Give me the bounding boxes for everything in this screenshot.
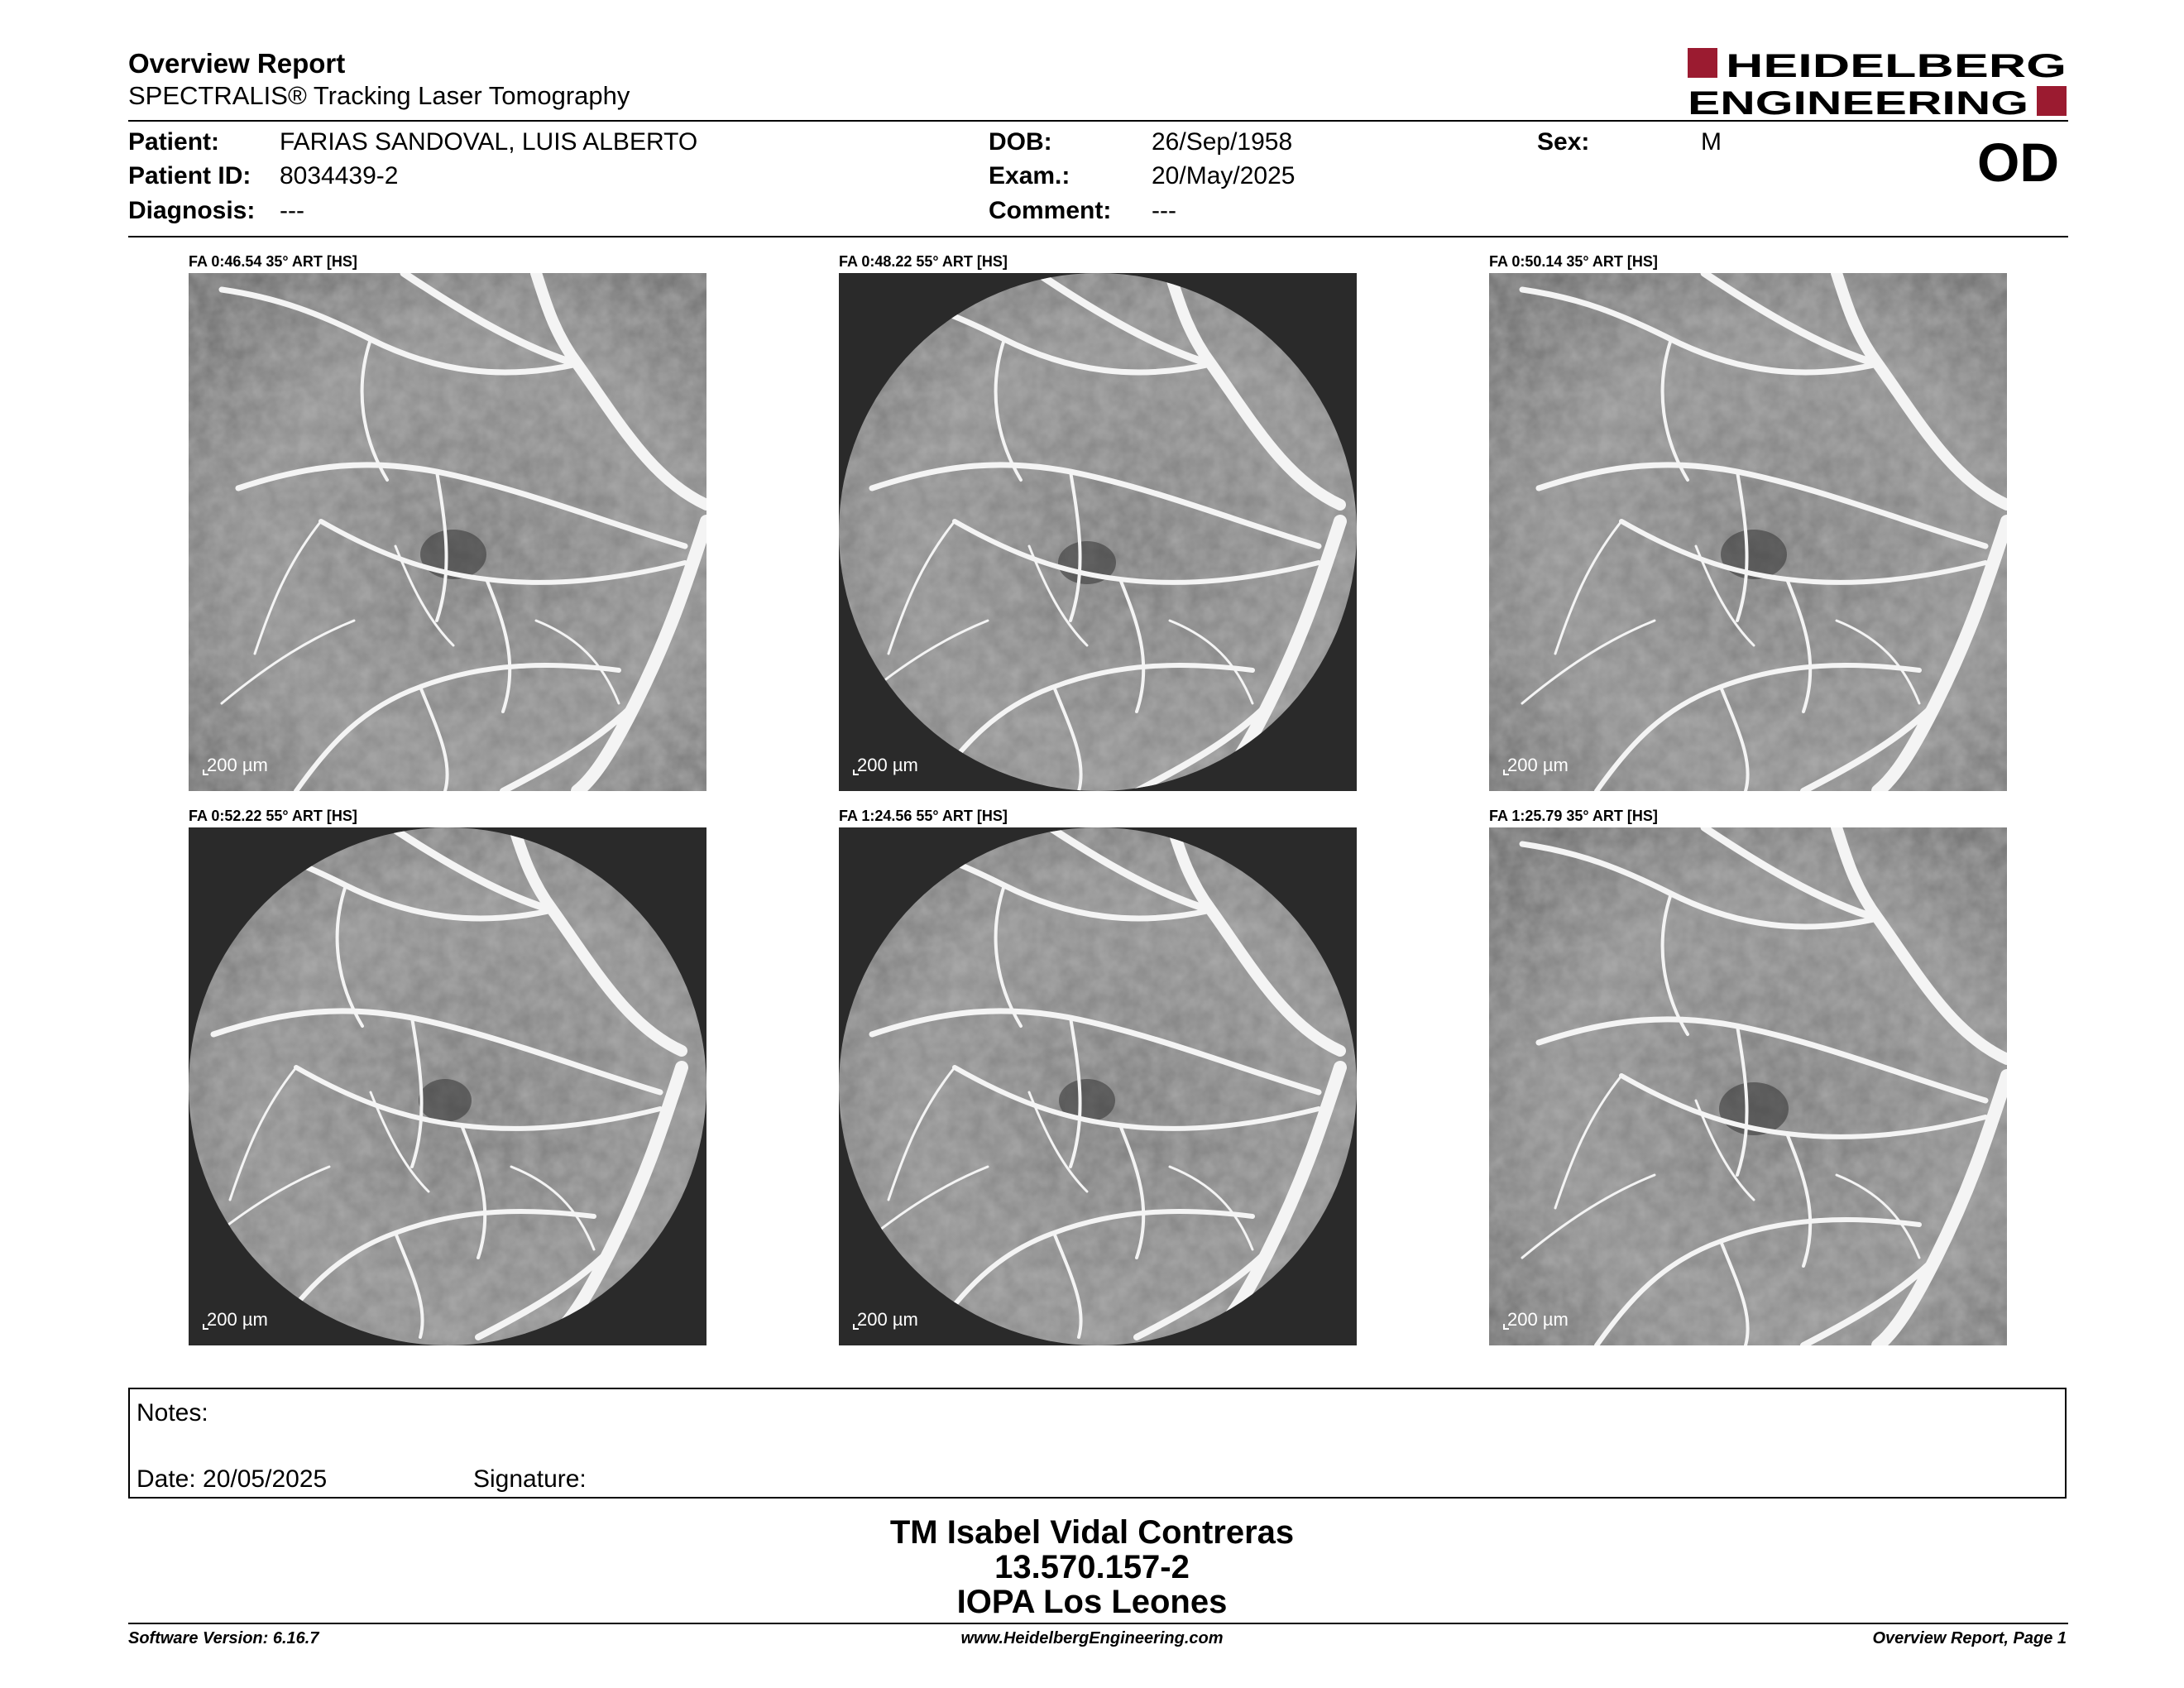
notes-label: Notes: xyxy=(136,1399,208,1427)
notes-signature: Signature: xyxy=(473,1465,587,1493)
report-subtitle: SPECTRALIS® Tracking Laser Tomography xyxy=(128,81,630,110)
scale-bar-6: 200 µm xyxy=(1507,1309,1569,1330)
notes-box[interactable] xyxy=(128,1388,2067,1499)
diagnosis-label: Diagnosis: xyxy=(128,197,256,224)
comment-value: --- xyxy=(1152,197,1176,224)
comment-label: Comment: xyxy=(989,197,1112,224)
patient-name: FARIAS SANDOVAL, LUIS ALBERTO xyxy=(280,128,698,156)
exam-value: 20/May/2025 xyxy=(1152,162,1296,189)
logo-line2: ENGINEERING xyxy=(1688,85,2028,117)
exam-label: Exam.: xyxy=(989,162,1070,189)
software-version: Software Version: 6.16.7 xyxy=(128,1629,319,1647)
scale-bar-5: 200 µm xyxy=(857,1309,918,1330)
logo-square-top xyxy=(1688,48,1717,78)
patient-id-label: Patient ID: xyxy=(128,162,251,189)
image-caption-6: FA 1:25.79 35° ART [HS] xyxy=(1489,808,1658,824)
info-divider xyxy=(128,236,2068,237)
logo-square-bottom xyxy=(2037,86,2067,116)
footer-divider xyxy=(128,1623,2068,1624)
fundus-image-5[interactable] xyxy=(839,827,1357,1345)
sex-label: Sex: xyxy=(1537,128,1590,156)
fundus-image-2[interactable] xyxy=(839,273,1357,791)
fundus-image-4[interactable] xyxy=(189,827,706,1345)
image-caption-5: FA 1:24.56 55° ART [HS] xyxy=(839,808,1008,824)
scale-bar-1: 200 µm xyxy=(207,755,268,775)
patient-id: 8034439-2 xyxy=(280,162,399,189)
image-caption-3: FA 0:50.14 35° ART [HS] xyxy=(1489,253,1658,270)
dob-value: 26/Sep/1958 xyxy=(1152,128,1293,156)
logo-line1: HEIDELBERG xyxy=(1726,48,2067,84)
eye-laterality: OD xyxy=(1977,132,2059,193)
fundus-image-3[interactable] xyxy=(1489,273,2007,791)
patient-label: Patient: xyxy=(128,128,220,156)
footer-website[interactable]: www.HeidelbergEngineering.com xyxy=(960,1629,1224,1647)
header-divider xyxy=(128,120,2068,122)
footer-page: Overview Report, Page 1 xyxy=(1872,1629,2067,1647)
sex-value: M xyxy=(1701,128,1722,156)
dob-label: DOB: xyxy=(989,128,1052,156)
scale-bar-3: 200 µm xyxy=(1507,755,1569,775)
stamp-rut: 13.570.157-2 xyxy=(994,1549,1190,1585)
fundus-image-6[interactable] xyxy=(1489,827,2007,1345)
image-caption-4: FA 0:52.22 55° ART [HS] xyxy=(189,808,357,824)
heidelberg-logo xyxy=(1688,46,2068,117)
notes-date: Date: 20/05/2025 xyxy=(136,1465,328,1493)
stamp-institution: IOPA Los Leones xyxy=(956,1584,1228,1620)
image-caption-2: FA 0:48.22 55° ART [HS] xyxy=(839,253,1008,270)
diagnosis-value: --- xyxy=(280,197,304,224)
stamp-name: TM Isabel Vidal Contreras xyxy=(889,1514,1295,1551)
image-caption-1: FA 0:46.54 35° ART [HS] xyxy=(189,253,357,270)
scale-bar-2: 200 µm xyxy=(857,755,918,775)
scale-bar-4: 200 µm xyxy=(207,1309,268,1330)
fundus-image-1[interactable] xyxy=(189,273,706,791)
report-title: Overview Report xyxy=(128,48,346,79)
